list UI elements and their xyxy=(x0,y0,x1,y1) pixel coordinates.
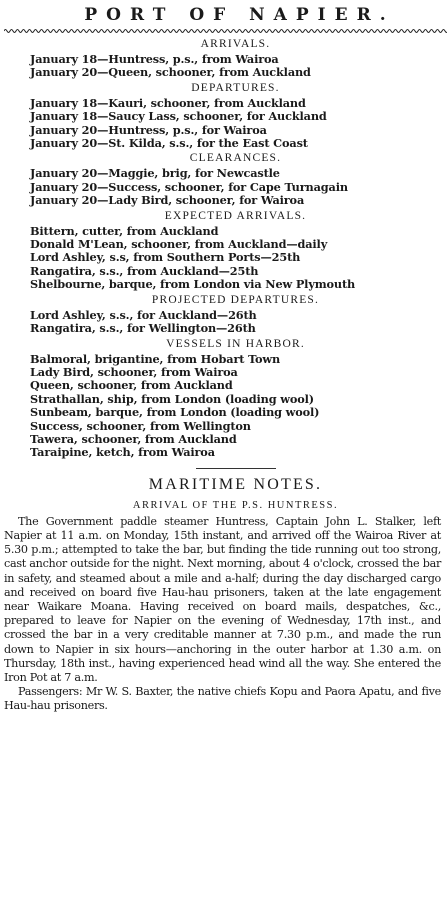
section-divider xyxy=(196,468,276,469)
vessel-entry: Tawera, schooner, from Auckland xyxy=(30,431,237,446)
arrival-entry: January 20—Queen, schooner, from Auckland xyxy=(30,65,311,80)
vessel-entry: Sunbeam, barque, from London (loading wool) xyxy=(30,405,320,420)
projected-departure-entry: Rangatira, s.s., for Wellington—26th xyxy=(30,321,256,336)
expected-arrival-entry: Lord Ashley, s.s, from Southern Ports—25th xyxy=(30,250,301,265)
expected-arrival-entry: Bittern, cutter, from Auckland xyxy=(30,223,219,238)
wavy-rule xyxy=(4,26,443,36)
expected-arrival-entry: Shelbourne, barque, from London via New Plymouth xyxy=(30,277,356,292)
clearance-entry: January 20—Maggie, brig, for Newcastle xyxy=(30,166,280,181)
expected-arrivals-heading: EXPECTED ARRIVALS. xyxy=(164,209,307,222)
departure-entry: January 18—Kauri, schooner, from Auckland xyxy=(30,95,306,110)
clearance-entry: January 20—Success, schooner, for Cape Turnagain xyxy=(30,179,348,194)
departures-heading: DEPARTURES. xyxy=(191,81,280,94)
vessel-entry: Queen, schooner, from Auckland xyxy=(30,378,233,393)
vessel-entry: Taraipine, ketch, from Wairoa xyxy=(30,445,215,460)
departure-entry: January 18—Saucy Lass, schooner, for Auckland xyxy=(30,109,327,124)
projected-departures-heading: PROJECTED DEPARTURES. xyxy=(151,293,320,306)
vessel-entry: Success, schooner, from Wellington xyxy=(30,418,251,433)
departure-entry: January 20—Huntress, p.s., for Wairoa xyxy=(30,122,267,137)
maritime-notes-title: MARITIME NOTES. xyxy=(148,475,323,493)
arrivals-heading: ARRIVALS. xyxy=(200,38,271,50)
expected-arrival-entry: Rangatira, s.s., from Auckland—25th xyxy=(30,263,259,278)
vessel-entry: Balmoral, brigantine, from Hobart Town xyxy=(30,351,281,366)
arrival-entry: January 18—Huntress, p.s., from Wairoa xyxy=(30,52,279,66)
expected-arrival-entry: Donald M'Lean, schooner, from Auckland—daily xyxy=(30,237,328,252)
vessel-entry: Lady Bird, schooner, from Wairoa xyxy=(30,364,238,379)
clearance-entry: January 20—Lady Bird, schooner, for Wairoa xyxy=(30,193,305,208)
vessel-entry: Strathallan, ship, from London (loading wool) xyxy=(30,391,314,406)
article-paragraph: The Government paddle steamer Huntress, Captain John L. Stalker, left Napier at 11 a.m. on Monday, 15th instant, and arrived off the Wairoa River at 5.30 p.m.; attempted to take the bar, but finding the tide running out too strong, cast anchor outside for the night. Next morning, about 4 o'clock, crossed the bar in safety, and steamed about a mile and a-half; during the day discharged cargo and received on board five Hau-hau prisoners, taken at the late engagement near Waikare Moana. Having received on board mails, despatches, &c., prepared to leave for Napier on the evening of Wednesday, 17th inst., and crossed the bar in a very creditable manner at 7.30 p.m., and made the run down to Napier in six hours—anchoring in the outer harbor at 1.30 a.m. on Thursday, 18th inst., having experienced head wind all the way. She entered the Iron Pot at 7 a.m. xyxy=(4,514,441,684)
maritime-notes-subtitle: ARRIVAL OF THE P.S. HUNTRESS. xyxy=(132,499,339,511)
passengers-paragraph: Passengers: Mr W. S. Baxter, the native chiefs Kopu and Paora Apatu, and five Hau-hau prisoners. xyxy=(4,685,441,713)
projected-departure-entry: Lord Ashley, s.s., for Auckland—26th xyxy=(30,307,257,322)
departure-entry: January 20—St. Kilda, s.s., for the East Coast xyxy=(30,136,308,151)
clearances-heading: CLEARANCES. xyxy=(189,152,282,165)
vessels-in-harbor-heading: VESSELS IN HARBOR. xyxy=(166,337,305,350)
masthead-title: PORT OF NAPIER. xyxy=(84,5,395,25)
